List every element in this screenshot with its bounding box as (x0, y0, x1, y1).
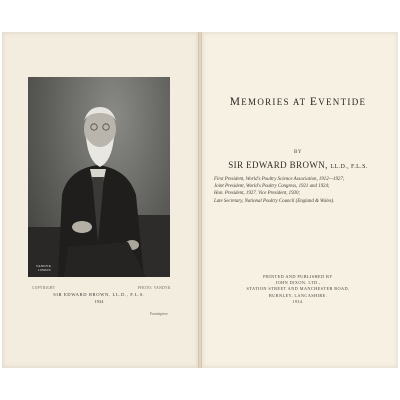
portrait-illustration (28, 77, 170, 277)
role-line: Joint President, World's Poultry Congress, 1921 and 1924; (214, 184, 330, 190)
portrait-caption-year: 1934 (94, 299, 104, 304)
imprint-line: JOHN DIXON, LTD., (275, 280, 321, 286)
role-line: Hon. President, 1927. Vice President, 1930; (214, 191, 301, 197)
photographer-credit: PHOTO: VANDYK (138, 286, 171, 290)
portrait-caption: SIR EDWARD BROWN, LL.D., F.L.S. (53, 292, 145, 297)
copyright-credit: COPYRIGHT (32, 286, 56, 290)
title-part-1: EMORIES AT (241, 97, 310, 107)
role-line: Late Secretary, National Poultry Council (England & Wales). (214, 198, 335, 204)
publisher-imprint (200, 274, 396, 305)
imprint-line: 1934. (292, 298, 304, 304)
imprint-line: STATION STREET AND MANCHESTER ROAD, (246, 286, 350, 292)
author-name (200, 160, 396, 170)
role-line: First President, World's Poultry Science Association, 1912—1927; (214, 177, 345, 182)
imprint-line: BURNLEY, LANCASHIRE. (268, 292, 328, 298)
photo-signature: VANDYK (36, 264, 52, 268)
author-roles (214, 176, 394, 205)
book-title (200, 96, 396, 108)
title-initial-m: M (229, 96, 242, 108)
frontispiece-label: Frontispiece (150, 312, 168, 316)
author-main: SIR EDWARD BROWN, (228, 160, 328, 170)
title-initial-e: E (309, 96, 319, 108)
title-part-2: VENTIDE (318, 97, 367, 107)
photo-signature-location: LONDON (38, 269, 51, 272)
imprint-line: PRINTED AND PUBLISHED BY (263, 274, 333, 279)
author-degrees: LL.D., F.L.S. (330, 164, 368, 170)
author-portrait (28, 77, 170, 277)
by-line: BY (294, 150, 302, 155)
